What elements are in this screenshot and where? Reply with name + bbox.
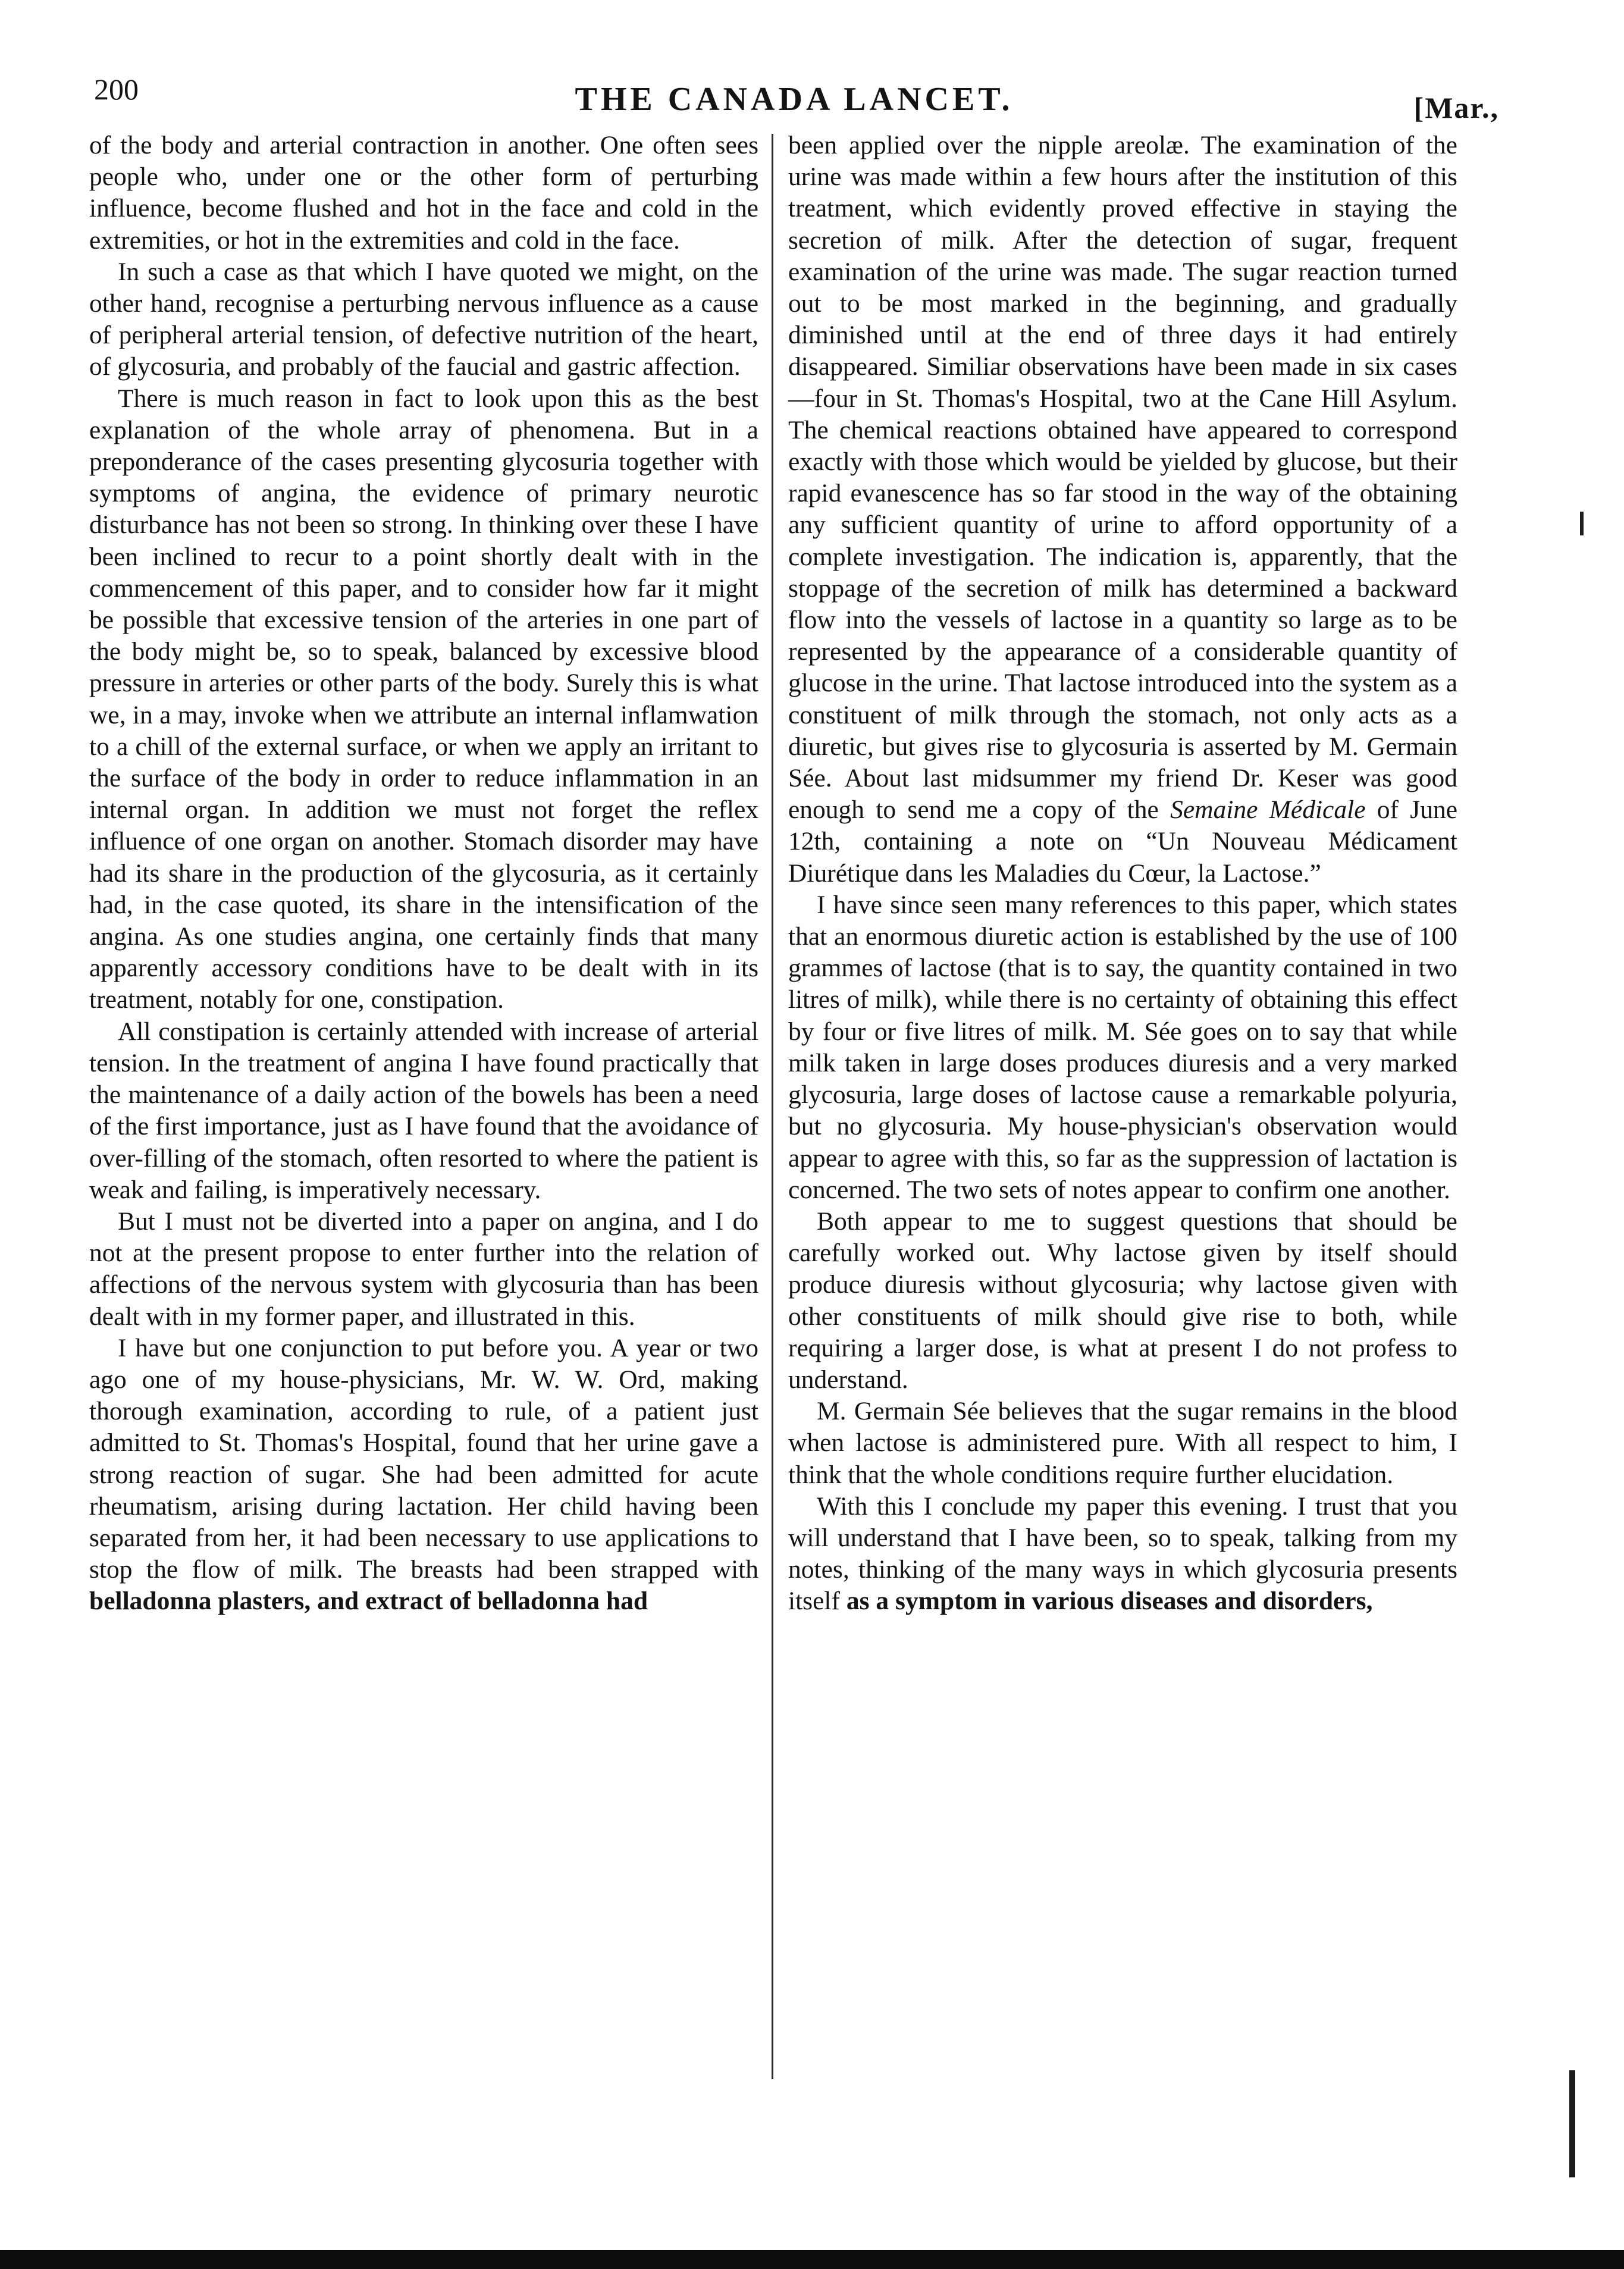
journal-title: THE CANADA LANCET. xyxy=(575,81,1014,118)
right-paragraph-5 xyxy=(788,1491,1457,1618)
issue-month: [Mar., xyxy=(1413,91,1499,124)
right-paragraph-5-bold-line: as a symptom in various diseases and disorders, xyxy=(846,1587,1373,1616)
right-column xyxy=(788,130,1457,1618)
right-paragraph-1 xyxy=(788,130,1457,889)
scan-bottom-edge xyxy=(0,2250,1624,2269)
left-column xyxy=(89,130,758,1618)
journal-citation-italic: Semaine Médicale xyxy=(1170,795,1366,825)
right-paragraph-1-tail: of June 12th, containing a note on “Un Nouveau Médicament Diurétique dans les Maladies du Cœur, la Lactose.” xyxy=(788,795,1457,888)
left-paragraph-6 xyxy=(89,1333,758,1618)
page-header xyxy=(89,65,1499,131)
left-paragraph-2: In such a case as that which I have quoted we might, on the other hand, recognise a perturbing nervous influence as a cause of peripheral arterial tension, of defective nutrition of the heart, of glycosuria, and probably of the faucial and gastric affection. xyxy=(89,257,758,381)
left-paragraph-5: But I must not be diverted into a paper on angina, and I do not at the present propose to enter further into the relation of affections of the nervous system with glycosuria than has been dealt with in my former paper, and illustrated in this. xyxy=(89,1206,758,1331)
right-paragraph-1-text: been applied over the nipple areolæ. The examination of the urine was made within a few hours after the institution of this treatment, which evidently proved effective in staying the secretion of milk. After the detection of sugar, frequent examination of the urine was made. The sugar reaction turned out to be most marked in the beginning, and gradually diminished until at the end of three days it had entirely disappeared. Similiar observations have been made in six cases —four in St. Thomas's Hospital, two at the Cane Hill Asylum. The chemical reactions obtained have appeared to correspond exactly with those which would be yielded by glucose, but their rapid evanescence has so far stood in the way of the obtaining any sufficient quantity of urine to afford opportunity of a complete investigation. The indication is, apparently, that the stoppage of the secretion of milk has determined a backward flow into the vessels of lactose in a quantity so large as to be represented by the appearance of a considerable quantity of glucose in the urine. That lactose introduced into the system as a constituent of milk through the stomach, not only acts as a diuretic, but gives rise to glycosuria is asserted by M. Germain Sée. About last midsummer my friend Dr. Keser was good enough to send me a copy of the xyxy=(788,131,1457,825)
margin-scan-mark-upper xyxy=(1580,512,1584,535)
left-paragraph-6-text: I have but one conjunction to put before you. A year or two ago one of my house-physicians, Mr. W. W. Ord, making thorough examination, according to rule, of a patient just admitted to St. Thomas's Hospital, found that her urine gave a strong reaction of sugar. She had been admitted for acute rheumatism, arising during lactation. Her child having been separated from her, it had been necessary to use applications to stop the flow of milk. The breasts had been strapped with xyxy=(89,1333,758,1584)
left-paragraph-6-bold-line: belladonna plasters, and extract of belladonna had xyxy=(89,1587,648,1616)
left-paragraph-3: There is much reason in fact to look upon this as the best explanation of the whole array of phenomena. But in a preponderance of the cases presenting glycosuria together with symptoms of angina, the evidence of primary neurotic disturbance has not been so strong. In thinking over these I have been inclined to recur to a point shortly dealt with in the commencement of this paper, and to consider how far it might be possible that excessive tension of the arteries in one part of the body might be, so to speak, balanced by excessive blood pressure in arteries or other parts of the body. Surely this is what we, in a may, invoke when we attribute an internal inflamwation to a chill of the external surface, or when we apply an irritant to the surface of the body in order to reduce inflammation in an internal organ. In addition we must not forget the reflex influence of one organ on another. Stomach disorder may have had its share in the production of the glycosuria, as it certainly had, in the case quoted, its share in the intensification of the angina. As one studies angina, one certainly finds that many apparently accessory conditions have to be dealt with in its treatment, notably for one, constipation. xyxy=(89,384,758,1014)
right-paragraph-5-text: With this I conclude my paper this evening. I trust that you will understand that I have been, so to speak, talking from my notes, thinking of the many ways in which glycosuria presents itself xyxy=(788,1491,1457,1616)
right-paragraph-3: Both appear to me to suggest questions that should be carefully worked out. Why lactose given by itself should produce diuresis without glycosuria; why lactose given with other constituents of milk should give rise to both, while requiring a larger dose, is what at present I do not profess to understand. xyxy=(788,1206,1457,1394)
right-paragraph-2: I have since seen many references to this paper, which states that an enormous diuretic action is established by the use of 100 grammes of lactose (that is to say, the quantity contained in two litres of milk), while there is no certainty of obtaining this effect by four or five litres of milk. M. Sée goes on to say that while milk taken in large doses produces diuresis and a very marked glycosuria, large doses of lactose cause a remarkable polyuria, but no glycosuria. My house-physician's observation would appear to agree with this, so far as the suppression of lactation is concerned. The two sets of notes appear to confirm one another. xyxy=(788,890,1457,1204)
page-number: 200 xyxy=(94,73,139,106)
left-paragraph-1: of the body and arterial contraction in another. One often sees people who, under one or the other form of perturbing influence, become flushed and hot in the face and cold in the extremities, or hot in the extremities and cold in the face. xyxy=(89,131,758,255)
left-paragraph-4: All constipation is certainly attended with increase of arterial tension. In the treatment of angina I have found practically that the maintenance of a daily action of the bowels has been a need of the first importance, just as I have found that the avoidance of over-filling of the stomach, often resorted to where the patient is weak and failing, is imperatively necessary. xyxy=(89,1017,758,1204)
right-paragraph-4: M. Germain Sée believes that the sugar remains in the blood when lactose is administered pure. With all respect to him, I think that the whole conditions require further elucidation. xyxy=(788,1397,1457,1489)
column-divider xyxy=(772,134,773,2079)
margin-scan-mark-lower xyxy=(1569,2070,1575,2177)
